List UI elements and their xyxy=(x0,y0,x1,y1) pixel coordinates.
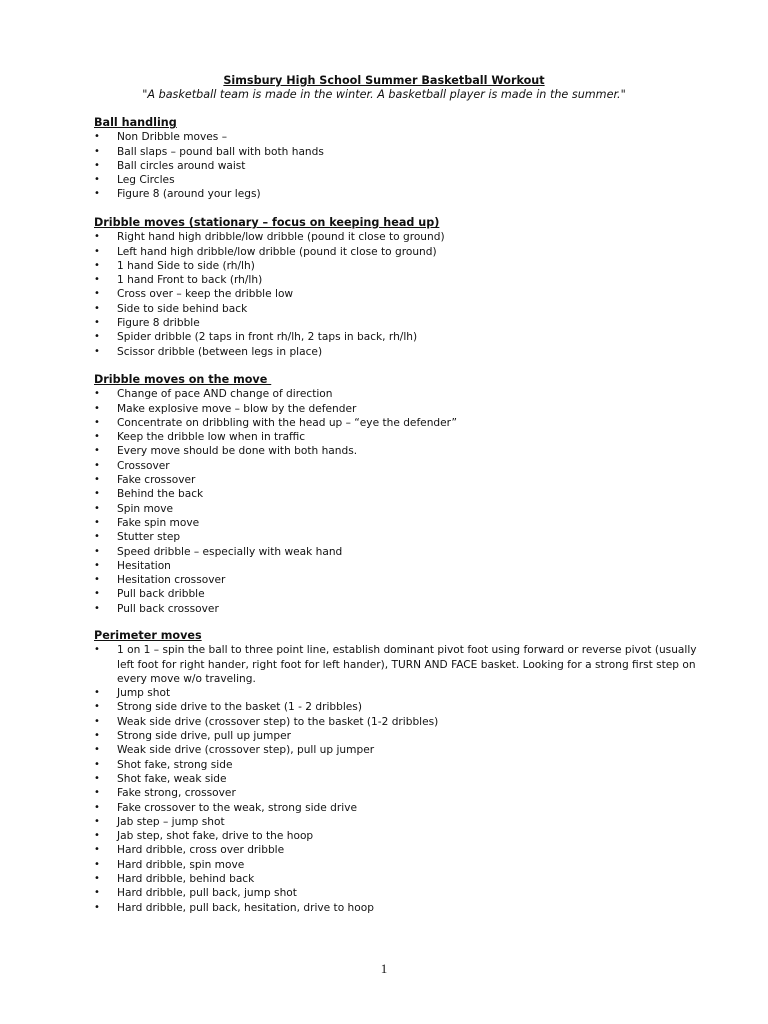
bullet-icon: • xyxy=(94,516,100,528)
list-item-text: Fake spin move xyxy=(117,516,200,529)
bullet-icon: • xyxy=(94,559,100,571)
list-item-text: Cross over – keep the dribble low xyxy=(117,288,294,301)
list-item-text: Side to side behind back xyxy=(117,302,248,315)
bullet-icon: • xyxy=(94,787,100,799)
bullet-icon: • xyxy=(94,145,100,157)
bullet-icon: • xyxy=(94,231,100,243)
bullet-icon: • xyxy=(94,588,100,600)
bullet-icon: • xyxy=(94,459,100,471)
list-item xyxy=(94,130,714,144)
bullet-icon: • xyxy=(94,574,100,586)
list-item xyxy=(94,715,714,729)
list-item-text: Ball slaps – pound ball with both hands xyxy=(117,145,324,158)
list-item xyxy=(94,302,714,316)
list-item xyxy=(94,273,714,287)
list-item-text: Jump shot xyxy=(117,687,171,700)
list-item-text: Left hand high dribble/low dribble (pound it close to ground) xyxy=(117,245,437,258)
list-item xyxy=(94,886,714,900)
list-item-text: Every move should be done with both hands. xyxy=(117,445,358,458)
list-item-text: Scissor dribble (between legs in place) xyxy=(117,345,323,358)
list-item xyxy=(94,487,714,501)
bullet-icon: • xyxy=(94,901,100,913)
list-item xyxy=(94,573,714,587)
bullet-icon: • xyxy=(94,131,100,143)
section-heading: Perimeter moves xyxy=(94,629,202,642)
list-item-text: Jab step, shot fake, drive to the hoop xyxy=(117,830,314,843)
list-item xyxy=(94,502,714,516)
list-item xyxy=(94,230,714,244)
page-number: 1 xyxy=(380,961,388,976)
bullet-icon: • xyxy=(94,488,100,500)
list-item xyxy=(94,345,714,359)
bullet-list xyxy=(94,643,714,915)
bullet-icon: • xyxy=(94,687,100,699)
list-item xyxy=(94,587,714,601)
bullet-icon: • xyxy=(94,317,100,329)
document-quote: "A basketball team is made in the winter. A basketball player is made in the summer." xyxy=(142,88,626,101)
bullet-icon: • xyxy=(94,388,100,400)
bullet-icon: • xyxy=(94,345,100,357)
list-item xyxy=(94,559,714,573)
bullet-icon: • xyxy=(94,416,100,428)
bullet-icon: • xyxy=(94,758,100,770)
list-item-text: Hard dribble, cross over dribble xyxy=(117,844,285,857)
list-item xyxy=(94,772,714,786)
bullet-list xyxy=(94,230,714,359)
bullet-icon: • xyxy=(94,259,100,271)
bullet-icon: • xyxy=(94,772,100,784)
list-item-text: Hard dribble, pull back, jump shot xyxy=(117,887,297,900)
list-item-text: Weak side drive (crossover step), pull up jumper xyxy=(117,744,375,757)
list-item-text: Spin move xyxy=(117,502,174,515)
list-item-text: Fake crossover to the weak, strong side drive xyxy=(117,801,357,814)
bullet-icon: • xyxy=(94,445,100,457)
bullet-list xyxy=(94,130,714,201)
bullet-icon: • xyxy=(94,331,100,343)
list-item-text: Speed dribble – especially with weak hand xyxy=(117,545,343,558)
list-item xyxy=(94,858,714,872)
bullet-icon: • xyxy=(94,858,100,870)
list-item-text: Hard dribble, spin move xyxy=(117,858,245,871)
section-dribble-on-move xyxy=(94,373,714,616)
bullet-icon: • xyxy=(94,302,100,314)
list-item-text: 1 hand Side to side (rh/lh) xyxy=(117,259,255,272)
list-item xyxy=(94,872,714,886)
list-item xyxy=(94,843,714,857)
section-heading: Dribble moves (stationary – focus on keeping head up) xyxy=(94,216,440,229)
list-item-text: 1 hand Front to back (rh/lh) xyxy=(117,274,263,287)
list-item xyxy=(94,786,714,800)
bullet-icon: • xyxy=(94,188,100,200)
bullet-icon: • xyxy=(94,474,100,486)
bullet-icon: • xyxy=(94,602,100,614)
list-item xyxy=(94,530,714,544)
list-item xyxy=(94,416,714,430)
list-item xyxy=(94,287,714,301)
section-dribble-stationary xyxy=(94,216,714,359)
list-item xyxy=(94,145,714,159)
list-item-text: Make explosive move – blow by the defender xyxy=(117,402,357,415)
list-item xyxy=(94,545,714,559)
list-item xyxy=(94,387,714,401)
list-item-text: Strong side drive, pull up jumper xyxy=(117,730,291,743)
bullet-icon: • xyxy=(94,531,100,543)
list-item-text: Non Dribble moves – xyxy=(117,131,227,144)
bullet-icon: • xyxy=(94,644,100,656)
section-ball-handling xyxy=(94,116,714,202)
section-heading: Dribble moves on the move xyxy=(94,373,272,386)
bullet-icon: • xyxy=(94,815,100,827)
list-item-text: Stutter step xyxy=(117,531,181,544)
list-item-text: Spider dribble (2 taps in front rh/lh, 2 taps in back, rh/lh) xyxy=(117,331,418,344)
bullet-icon: • xyxy=(94,744,100,756)
bullet-icon: • xyxy=(94,730,100,742)
list-item xyxy=(94,259,714,273)
list-item xyxy=(94,159,714,173)
bullet-icon: • xyxy=(94,274,100,286)
list-item-text: Hesitation xyxy=(117,559,171,572)
bullet-icon: • xyxy=(94,174,100,186)
list-item-text: Fake strong, crossover xyxy=(117,787,236,800)
list-item xyxy=(94,700,714,714)
list-item-text: Jab step – jump shot xyxy=(117,815,225,828)
list-item xyxy=(94,686,714,700)
list-item-text: Shot fake, strong side xyxy=(117,758,233,771)
list-item-text: Behind the back xyxy=(117,488,204,501)
list-item-text: Figure 8 dribble xyxy=(117,317,200,330)
list-item xyxy=(94,330,714,344)
list-item-text: Hard dribble, pull back, hesitation, drive to hoop xyxy=(117,901,374,914)
bullet-icon: • xyxy=(94,402,100,414)
list-item xyxy=(94,815,714,829)
list-item-text: Ball circles around waist xyxy=(117,159,246,172)
list-item xyxy=(94,829,714,843)
bullet-icon: • xyxy=(94,701,100,713)
list-item-text: Right hand high dribble/low dribble (pound it close to ground) xyxy=(117,231,445,244)
list-item xyxy=(94,473,714,487)
list-item xyxy=(94,459,714,473)
list-item-text: Hard dribble, behind back xyxy=(117,873,255,886)
list-item xyxy=(94,758,714,772)
list-item-text: Shot fake, weak side xyxy=(117,772,227,785)
list-item xyxy=(94,516,714,530)
bullet-icon: • xyxy=(94,715,100,727)
bullet-list xyxy=(94,387,714,616)
list-item-text: Concentrate on dribbling with the head up – “eye the defender” xyxy=(117,416,457,429)
bullet-icon: • xyxy=(94,288,100,300)
list-item xyxy=(94,173,714,187)
list-item xyxy=(94,901,714,915)
list-item xyxy=(94,402,714,416)
list-item xyxy=(94,245,714,259)
list-item xyxy=(94,602,714,616)
bullet-icon: • xyxy=(94,502,100,514)
list-item-text: Change of pace AND change of direction xyxy=(117,388,333,401)
bullet-icon: • xyxy=(94,873,100,885)
bullet-icon: • xyxy=(94,245,100,257)
list-item xyxy=(94,729,714,743)
list-item-text: Leg Circles xyxy=(117,174,175,187)
list-item-text: Keep the dribble low when in traffic xyxy=(117,431,306,444)
section-heading: Ball handling xyxy=(94,116,177,129)
list-item xyxy=(94,643,714,686)
bullet-icon: • xyxy=(94,431,100,443)
document-title: Simsbury High School Summer Basketball Workout xyxy=(223,74,545,87)
bullet-icon: • xyxy=(94,830,100,842)
list-item xyxy=(94,316,714,330)
list-item-text: Pull back crossover xyxy=(117,602,219,615)
list-item xyxy=(94,430,714,444)
list-item xyxy=(94,444,714,458)
list-item-text: Crossover xyxy=(117,459,170,472)
list-item-text: Strong side drive to the basket (1 - 2 dribbles) xyxy=(117,701,362,714)
list-item-text: Figure 8 (around your legs) xyxy=(117,188,261,201)
bullet-icon: • xyxy=(94,844,100,856)
bullet-icon: • xyxy=(94,887,100,899)
bullet-icon: • xyxy=(94,159,100,171)
list-item-text: Weak side drive (crossover step) to the basket (1-2 dribbles) xyxy=(117,715,439,728)
bullet-icon: • xyxy=(94,801,100,813)
list-item xyxy=(94,801,714,815)
bullet-icon: • xyxy=(94,545,100,557)
list-item-text: Fake crossover xyxy=(117,474,196,487)
list-item-text: Pull back dribble xyxy=(117,588,205,601)
list-item xyxy=(94,187,714,201)
list-item-text: 1 on 1 – spin the ball to three point line, establish dominant pivot foot using forward or reverse pivot (usually left foot for right hander, right foot for left hander), TURN AND FACE basket. Looking for a strong first step on every move w/o traveling. xyxy=(117,644,697,685)
section-perimeter-moves xyxy=(94,629,714,915)
list-item xyxy=(94,743,714,757)
list-item-text: Hesitation crossover xyxy=(117,574,226,587)
